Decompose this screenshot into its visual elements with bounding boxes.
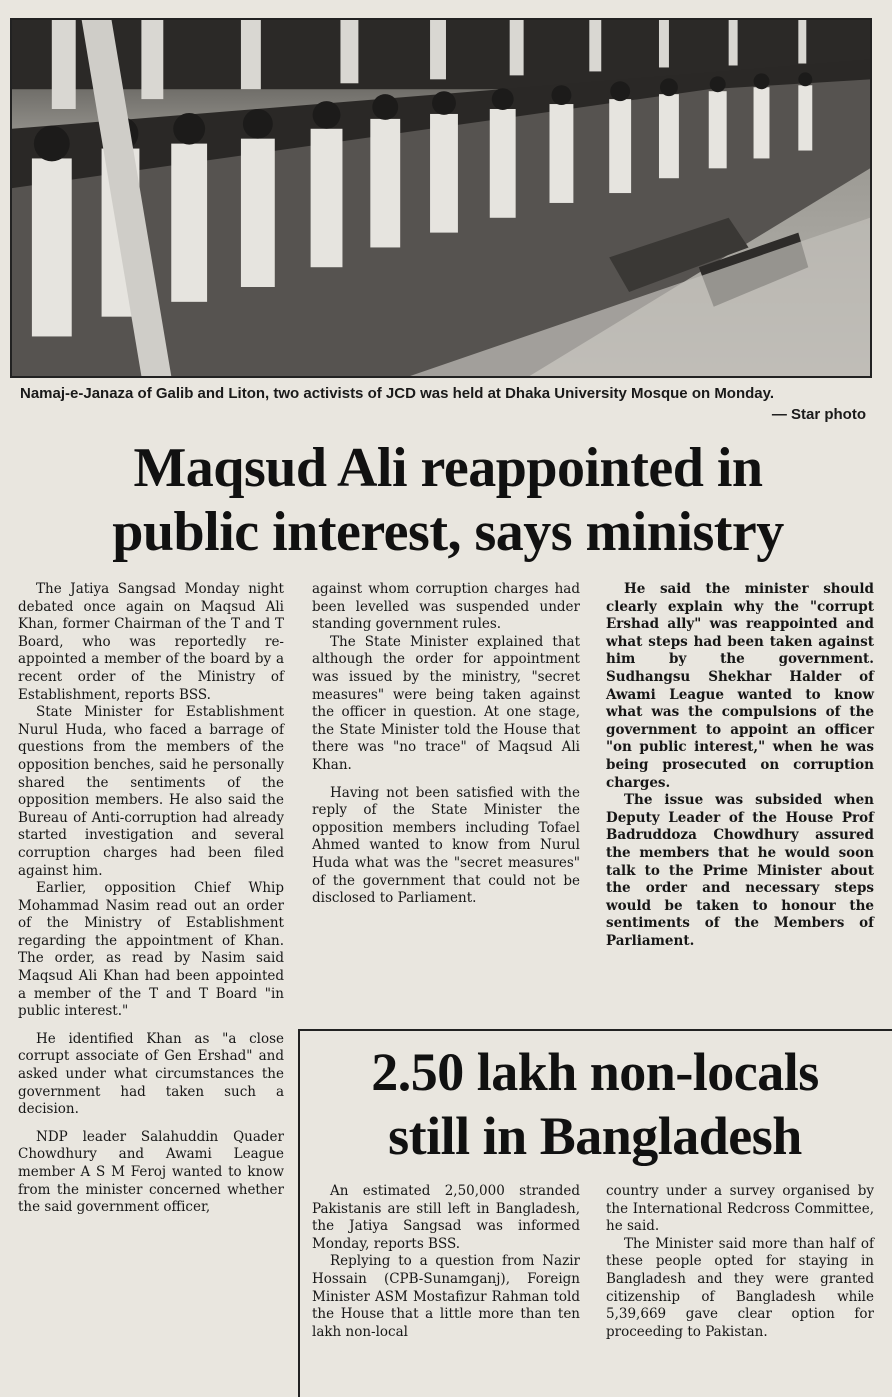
paragraph: against whom corruption charges had been levelled was suspended under standing government rules. — [312, 581, 580, 633]
headline-non-locals — [300, 1040, 890, 1168]
box-rule-top — [298, 1029, 892, 1031]
paragraph: The Minister said more than half of these people opted for staying in Bangladesh and they were granted citizenship of Bangladesh while 5,39,669 gave clear option for proceeding to Pakistan. — [606, 1235, 874, 1340]
story1-column-1 — [18, 581, 284, 1217]
story2-column-2 — [606, 1183, 874, 1341]
headline-maqsud-ali — [14, 436, 882, 564]
paragraph: Having not been satisfied with the reply of the State Minister the opposition members including Tofael Ahmed wanted to know from Nurul Huda what was the "secret measures" of the government that could not be disclosed to Parliament. — [312, 784, 580, 907]
paragraph: country under a survey organised by the International Redcross Committee, he said. — [606, 1183, 874, 1235]
headline-line-2: public interest, says ministry — [112, 501, 784, 563]
funeral-prayer-photo — [12, 20, 870, 376]
paragraph: He identified Khan as "a close corrupt associate of Gen Ershad" and asked under what circumstances the government had taken such a decision. — [18, 1030, 284, 1118]
paragraph: Replying to a question from Nazir Hossain (CPB-Sunamganj), Foreign Minister ASM Mostafizur Rahman told the House that a little more than ten lakh non-local — [312, 1253, 580, 1340]
paragraph: He said the minister should clearly explain why the "corrupt Ershad ally" was reappointed and what steps had been taken against him by the government. Sudhangsu Shekhar Halder of Awami League wanted to know what was the compulsions of the government to appoint an officer "on public interest," when he was being prosecuted on corruption charges. — [606, 581, 874, 791]
story1-column-3 — [606, 581, 874, 950]
paragraph: The Jatiya Sangsad Monday night debated once again on Maqsud Ali Khan, former Chairman of the T and T Board, who was reportedly re-appointed a member of the board by a recent order of the Ministry of Establishment, reports BSS. — [18, 581, 284, 703]
headline-line-1: 2.50 lakh non-locals — [371, 1042, 819, 1102]
photo-credit: — Star photo — [771, 406, 866, 423]
paragraph: Earlier, opposition Chief Whip Mohammad Nasim read out an order of the Ministry of Establishment regarding the appointment of Khan. The order, as read by Nasim said Maqsud Ali Khan had been appointed a member of the T and T Board "in public interest." — [18, 880, 284, 1020]
headline-line-1: Maqsud Ali reappointed in — [133, 437, 763, 499]
news-photo — [10, 18, 872, 378]
paragraph: An estimated 2,50,000 stranded Pakistanis are still left in Bangladesh, the Jatiya Sangsad was informed Monday, reports BSS. — [312, 1183, 580, 1252]
paragraph: The State Minister explained that although the order for appointment was issued by the ministry, "secret measures" were being taken against the officer in question. At one stage, the State Minister told the House that there was "no trace" of Maqsud Ali Khan. — [312, 633, 580, 773]
story1-column-2 — [312, 581, 580, 908]
paragraph: NDP leader Salahuddin Quader Chowdhury and Awami League member A S M Feroj wanted to know from the minister concerned whether the said government officer, — [18, 1128, 284, 1216]
photo-caption: Namaj-e-Janaza of Galib and Liton, two activists of JCD was held at Dhaka University Mosque on Monday. — [20, 385, 775, 402]
paragraph: The issue was subsided when Deputy Leader of the House Prof Badruddoza Chowdhury assured the members that he would soon talk to the Prime Minister about the order and necessary steps would be taken to honour the sentiments of the Members of Parliament. — [606, 792, 874, 949]
paragraph: State Minister for Establishment Nurul Huda, who faced a barrage of questions from the members of the opposition benches, said he personally shared the sentiments of the opposition members. He also said the Bureau of Anti-corruption had already started investigation and several corruption charges had been filed against him. — [18, 704, 284, 879]
story2-column-1 — [312, 1183, 580, 1341]
headline-line-2: still in Bangladesh — [388, 1106, 802, 1166]
